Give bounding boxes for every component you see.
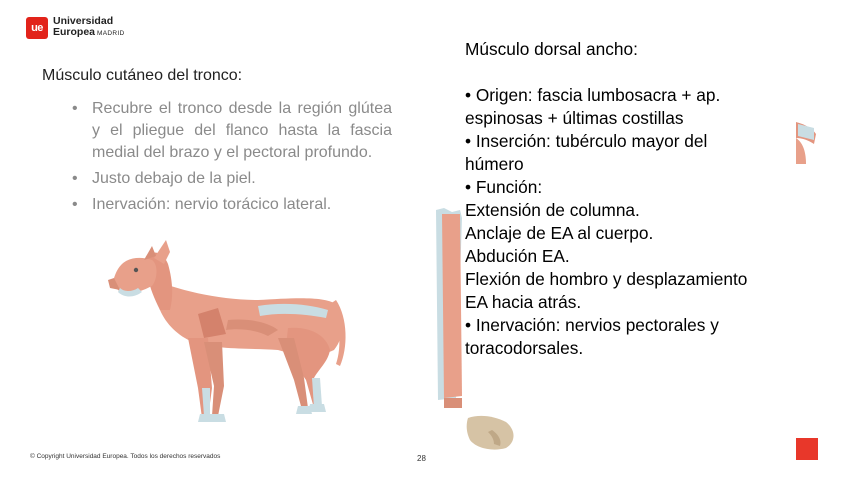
left-bullet-list [70,98,392,220]
right-line: Flexión de hombro y desplazamiento [465,269,748,289]
right-line: EA hacia atrás. [465,292,582,312]
right-line: Anclaje de EA al cuerpo. [465,223,654,243]
logo-line1: Universidad [53,15,114,27]
right-title: Músculo dorsal ancho: [465,39,638,59]
left-bullet: • Inervación: nervio torácico lateral. [70,194,392,216]
dog-muscle-illustration [108,238,353,448]
page-number: 28 [417,454,426,463]
right-line: • Función: [465,177,543,197]
right-line: húmero [465,154,524,174]
logo-line2-suffix: MADRID [97,30,125,37]
right-line: • Inervación: nervios pectorales y [465,315,719,335]
right-line: • Inserción: tubérculo mayor del [465,131,708,151]
logo-line2 [53,27,124,39]
right-line: toracodorsales. [465,338,584,358]
logo-text [53,16,124,39]
left-bullet: • Recubre el tronco desde la región glútea y el pliegue del flanco hasta la fascia medial del brazo y el pectoral profundo. [70,98,392,164]
right-line: Abdución EA. [465,246,570,266]
university-logo [26,16,124,39]
logo-line2-text: Europea [53,26,96,38]
right-line: espinosas + últimas costillas [465,108,684,128]
brand-square [796,438,818,460]
right-text-block [465,38,810,360]
logo-mark: ue [26,17,48,39]
right-line: Extensión de columna. [465,200,640,220]
left-bullet: • Justo debajo de la piel. [70,168,392,190]
left-heading: Músculo cutáneo del tronco: [42,67,243,84]
copyright-text: © Copyright Universidad Europea. Todos los derechos reservados [30,453,221,460]
right-line: • Origen: fascia lumbosacra + ap. [465,85,721,105]
